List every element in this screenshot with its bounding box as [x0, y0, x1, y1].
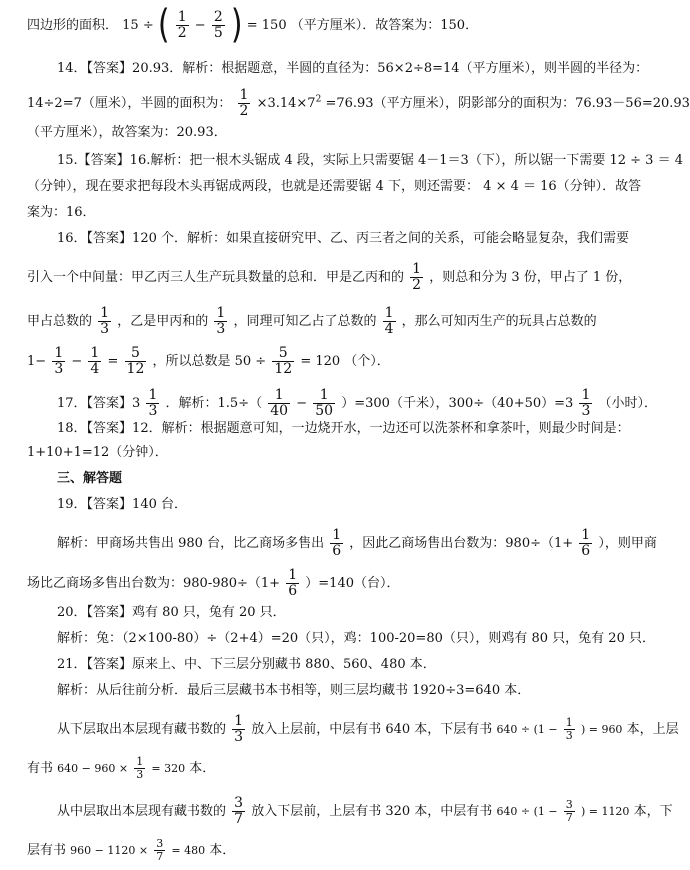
fraction: $\frac{3}{7}$ [234, 795, 244, 827]
q21-line5: 从中层取出本层现有藏书数的 $\frac{3}{7}$ 放入下层前，上层有书 320 本，中层有书 640 ÷ (1 − $\frac{3}{7}$ ) = 1120 本，下 [57, 795, 673, 827]
section-heading: 三、解答题 [57, 471, 123, 486]
fraction: $\frac{1}{6}$ [581, 527, 591, 559]
fraction: $\frac{1}{3}$ [136, 755, 144, 781]
fraction: $\frac{5}{12}$ [274, 345, 293, 377]
fraction: $\frac{5}{12}$ [126, 345, 145, 377]
fraction: $\frac{1}{3}$ [216, 305, 226, 337]
q19-line3: 场比乙商场多售出台数为：980-980÷（1+ $\frac{1}{6}$ ）=140（台）． [27, 567, 400, 599]
q14-line1: 14．【答案】20.93．解析：根据题意，半圆的直径为：56×2÷8=14（平方厘米），则半圆的半径为： [57, 61, 649, 76]
fraction: $\frac{1}{4}$ [90, 345, 100, 377]
q21-line4: 有书 640 − 960 × $\frac{1}{3}$ = 320 本． [27, 755, 216, 781]
fraction: $\frac{1}{50}$ [315, 387, 334, 419]
fraction: $\frac{1}{3}$ [565, 716, 573, 742]
q18-line2: 1+10+1=12（分钟）． [27, 445, 168, 460]
fraction: $\frac{2}{5}$ [213, 9, 223, 41]
q16-line2: 引入一个中间量：甲乙丙三人生产玩具数量的总和．甲是乙丙和的 $\frac{1}{2}$ ，则总和分为 3 份，甲占了 1 份， [27, 261, 632, 293]
fraction: $\frac{1}{6}$ [288, 567, 298, 599]
q16-line4: 1− $\frac{1}{3}$ − $\frac{1}{4}$ = $\frac{5}{12}$ ，所以总数是 50 ÷ $\frac{5}{12}$ = 120 （个）． [27, 345, 390, 377]
fraction: $\frac{1}{6}$ [332, 527, 342, 559]
fraction: $\frac{1}{3}$ [234, 713, 244, 745]
q18-line1: 18．【答案】12．解析：根据题意可知，一边烧开水，一边还可以洗茶杯和拿茶叶，则最少时间是： [57, 421, 630, 436]
q14-line2: 14÷2=7（厘米），半圆的面积为： $\frac{1}{2}$ $\times 3.14\times 7^2 =76.93$（平方厘米），阴影部分的面积为：76.93－56=20.93 [27, 87, 690, 119]
fraction: $\frac{1}{40}$ [270, 387, 289, 419]
q20-line2: 解析：兔：（2×100-80）÷（2+4）=20（只），鸡：100-20=80（只），则鸡有 80 只，兔有 20 只． [57, 631, 655, 646]
fraction: $\frac{1}{3}$ [54, 345, 64, 377]
right-paren: ) [230, 2, 243, 48]
q20-line1: 20．【答案】鸡有 80 只，兔有 20 只． [57, 605, 286, 620]
q16-line3: 甲占总数的 $\frac{1}{3}$ ，乙是甲丙和的 $\frac{1}{3}$ ，同理可知乙占了总数的 $\frac{1}{4}$ ，那么可知丙生产的玩具占总数的 [27, 305, 597, 337]
fraction: $\frac{1}{4}$ [384, 305, 394, 337]
fraction: $\frac{1}{3}$ [148, 387, 158, 419]
fraction: $\frac{1}{3}$ [100, 305, 110, 337]
q19-line2: 解析：甲商场共售出 980 台，比乙商场多售出 $\frac{1}{6}$ ，因此乙商场售出台数为：980÷（1+ $\frac{1}{6}$ ），则甲商 [57, 527, 657, 559]
left-paren: ( [157, 2, 170, 48]
fraction: $\frac{1}{2}$ [177, 9, 187, 41]
line-area-result [27, 2, 479, 48]
q19-line1: 19．【答案】140 台． [57, 497, 187, 512]
q14-line3: （平方厘米），故答案为：20.93． [27, 125, 227, 140]
q21-line3: 从下层取出本层现有藏书数的 $\frac{1}{3}$ 放入上层前，中层有书 640 本，下层有书 640 ÷ (1 − $\frac{1}{3}$ ) = 960 本，上层 [57, 713, 679, 745]
q15-line1: 15.【答案】16.解析：把一根木头锯成 4 段，实际上只需要锯 4－1＝3（下），所以锯一下需要 12 ÷ 3 ＝ 4 [57, 153, 683, 168]
q17-line: 17．【答案】3 $\frac{1}{3}$ ．解析：1.5÷（ $\frac{1}{40}$ − $\frac{1}{50}$ ）=300（千米），300÷（40+50）=3 $\frac{1}{3}$ （小时）． [57, 387, 658, 419]
text: 四边形的面积． [27, 18, 119, 33]
q16-line1: 16．【答案】120 个．解析：如果直接研究甲、乙、丙三者之间的关系，可能会略显复杂，我们需要 [57, 231, 629, 246]
q15-line3: 案为：16． [27, 205, 96, 220]
q21-line6: 层有书 960 − 1120 × $\frac{3}{7}$ = 480 本． [27, 837, 236, 863]
text: 15 ÷ [122, 18, 154, 33]
fraction: $\frac{1}{2}$ [412, 261, 422, 293]
fraction: $\frac{3}{7}$ [565, 798, 573, 824]
fraction: $\frac{1}{2}$ [239, 87, 249, 119]
text: （平方厘米）．故答案为：150． [290, 18, 479, 33]
fraction: $\frac{1}{3}$ [581, 387, 591, 419]
q21-line1: 21．【答案】原来上、中、下三层分别藏书 880、560、480 本． [57, 657, 436, 672]
q21-line2: 解析：从后往前分析．最后三层藏书本书相等，则三层均藏书 1920÷3=640 本． [57, 683, 531, 698]
text: = 150 [246, 18, 287, 33]
q15-line2: （分钟），现在要求把每段木头再锯成两段，也就是还需要锯 4 下，则还需要： 4 × 4 ＝ 16（分钟）．故答 [27, 179, 642, 194]
text: − [194, 18, 206, 33]
fraction: $\frac{3}{7}$ [156, 837, 164, 863]
